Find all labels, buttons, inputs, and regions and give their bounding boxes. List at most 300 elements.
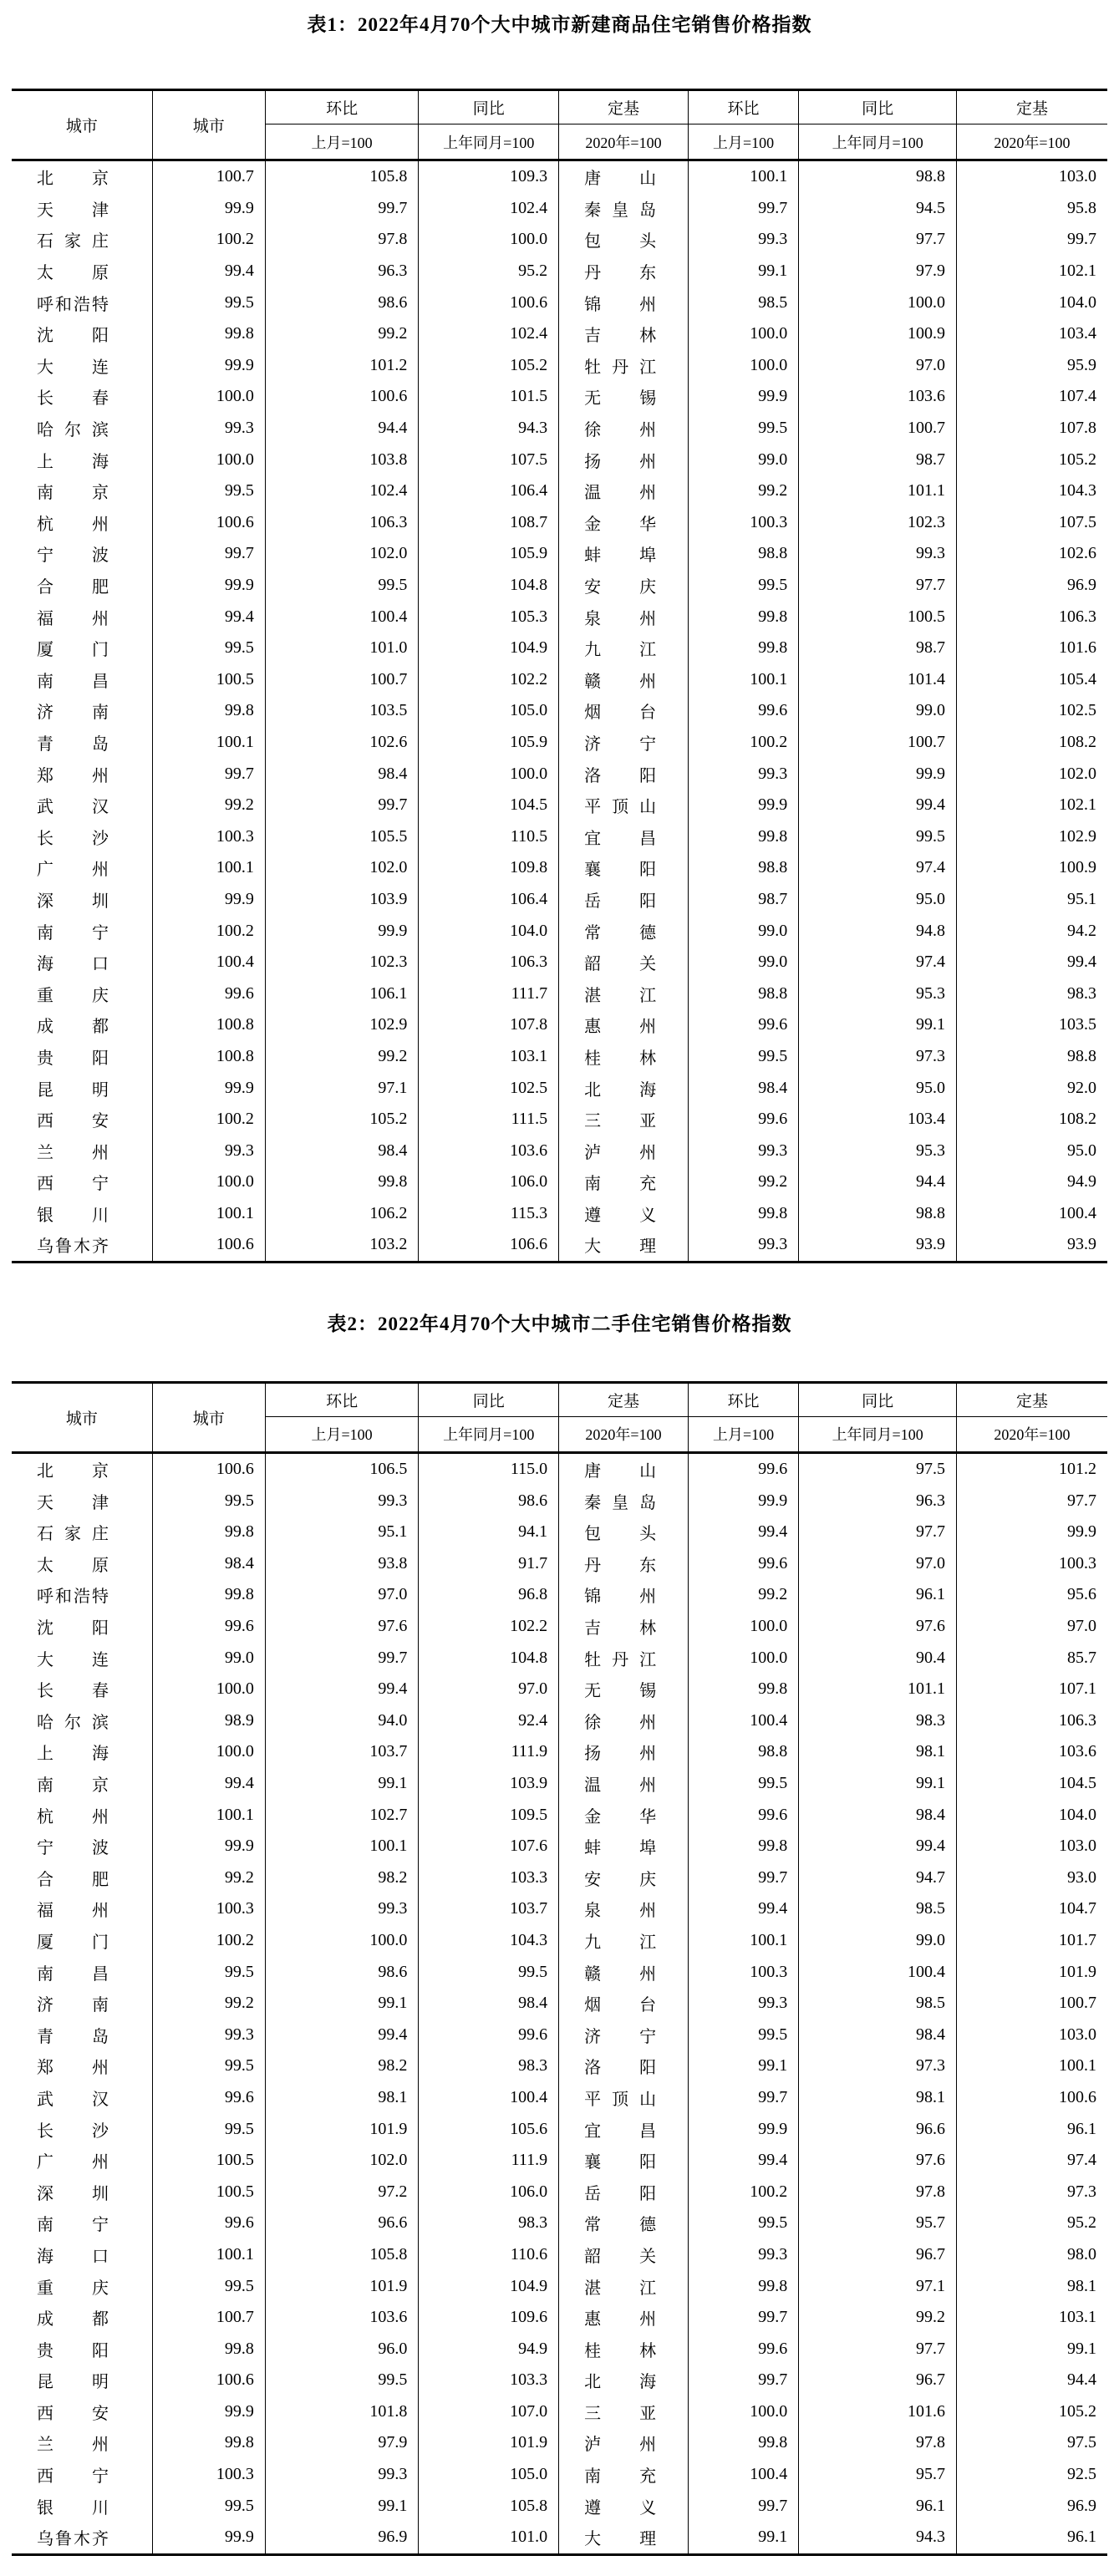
city-name-char: 遵 — [584, 1206, 602, 1225]
city-name-char: 阳 — [639, 766, 657, 785]
value-cell: 100.4 — [688, 2459, 798, 2491]
city-cell — [558, 1009, 688, 1041]
value-cell: 99.2 — [688, 475, 798, 507]
value-cell: 99.4 — [152, 256, 265, 287]
city-name — [37, 1457, 109, 1481]
city-name — [584, 511, 656, 535]
city-cell — [12, 570, 152, 602]
city-name — [37, 1709, 109, 1733]
header-fixed-label: 定基 — [607, 1392, 639, 1410]
value-cell: 98.1 — [798, 2082, 956, 2114]
city-name-char: 波 — [92, 546, 109, 566]
city-cell — [12, 1988, 152, 2020]
value-cell: 98.2 — [265, 2050, 419, 2082]
city-cell — [12, 2302, 152, 2334]
city-name-char: 明 — [92, 1080, 109, 1100]
city-cell — [558, 1485, 688, 1517]
city-name-char: 川 — [92, 1206, 109, 1225]
value-cell: 94.4 — [798, 1166, 956, 1198]
value-cell: 99.3 — [688, 758, 798, 790]
city-name — [584, 1044, 656, 1069]
city-name — [584, 668, 656, 692]
city-name — [37, 2431, 109, 2455]
value-cell: 100.1 — [265, 1831, 419, 1862]
value-cell: 100.3 — [688, 1956, 798, 1988]
value-cell: 106.6 — [418, 1229, 558, 1261]
city-name-char: 州 — [639, 1588, 657, 1607]
value-cell: 103.0 — [956, 161, 1107, 193]
value-cell: 99.8 — [265, 1166, 419, 1198]
city-name-char: 理 — [639, 1237, 657, 1257]
city-name-char: 林 — [639, 2341, 657, 2360]
city-name-char: 州 — [92, 1902, 109, 1921]
city-name — [584, 1552, 656, 1576]
table2-grid — [12, 1384, 1107, 2553]
city-cell — [12, 350, 152, 382]
value-cell: 99.9 — [798, 758, 956, 790]
city-name — [37, 2243, 109, 2267]
city-name — [584, 636, 656, 660]
city-name-char: 扬 — [584, 1745, 602, 1764]
city-name-char: 木 — [74, 1237, 90, 1257]
city-cell — [558, 2145, 688, 2177]
city-name-char: 口 — [92, 2247, 109, 2266]
value-cell: 99.8 — [152, 2333, 265, 2365]
city-name — [584, 1013, 656, 1037]
city-name — [37, 793, 109, 817]
city-name-char: 义 — [639, 2498, 657, 2518]
city-cell — [558, 2490, 688, 2522]
value-cell: 92.0 — [956, 1072, 1107, 1104]
city-cell — [12, 2522, 152, 2553]
value-cell: 94.7 — [798, 1862, 956, 1894]
value-cell: 102.4 — [265, 475, 419, 507]
value-cell: 115.3 — [418, 1198, 558, 1230]
value-cell: 99.3 — [688, 2239, 798, 2271]
city-name — [584, 384, 656, 409]
value-cell: 100.0 — [152, 444, 265, 475]
city-name-char: 口 — [92, 955, 109, 974]
value-cell: 97.6 — [265, 1611, 419, 1643]
value-cell: 96.8 — [418, 1579, 558, 1611]
city-name-char: 安 — [584, 578, 602, 597]
city-cell — [558, 695, 688, 727]
city-name — [584, 1583, 656, 1607]
city-name-char: 广 — [37, 861, 53, 880]
value-cell: 111.7 — [418, 978, 558, 1009]
city-name-char: 南 — [584, 1175, 602, 1194]
city-name-char: 家 — [64, 232, 81, 252]
city-name-char: 温 — [584, 484, 602, 503]
value-cell: 100.4 — [152, 947, 265, 978]
city-name-char: 海 — [639, 1080, 657, 1100]
city-cell — [558, 1041, 688, 1073]
city-name — [584, 793, 656, 817]
city-name — [37, 2180, 109, 2204]
city-cell — [558, 1198, 688, 1230]
value-cell: 105.5 — [265, 821, 419, 852]
value-cell: 94.9 — [418, 2333, 558, 2365]
city-name-char: 江 — [639, 641, 657, 660]
city-cell — [558, 2208, 688, 2239]
city-name — [584, 227, 656, 252]
city-name-char: 西 — [37, 2404, 53, 2423]
value-cell: 99.6 — [152, 978, 265, 1009]
city-cell — [558, 1579, 688, 1611]
value-cell: 99.9 — [688, 790, 798, 821]
city-name-char: 南 — [37, 484, 53, 503]
value-cell: 102.0 — [265, 852, 419, 884]
city-name-char: 吉 — [584, 1619, 602, 1639]
city-name — [584, 2305, 656, 2330]
city-name — [584, 416, 656, 440]
city-cell — [558, 350, 688, 382]
city-name — [584, 2243, 656, 2267]
city-name — [584, 573, 656, 597]
value-cell: 98.3 — [798, 1705, 956, 1737]
city-name-char: 海 — [92, 1745, 109, 1764]
city-name-char: 合 — [37, 1870, 53, 1889]
city-name — [37, 1614, 109, 1639]
value-cell: 99.0 — [798, 695, 956, 727]
value-cell: 99.9 — [152, 193, 265, 225]
header-yoy-base — [798, 1417, 956, 1454]
value-cell: 100.0 — [688, 1642, 798, 1674]
city-name — [37, 2400, 109, 2424]
value-cell: 97.7 — [956, 1485, 1107, 1517]
value-cell: 99.9 — [152, 884, 265, 916]
value-cell: 100.7 — [152, 161, 265, 193]
value-cell: 95.0 — [798, 1072, 956, 1104]
value-cell: 99.2 — [152, 790, 265, 821]
city-cell — [558, 915, 688, 947]
city-name-char: 滨 — [92, 421, 109, 440]
value-cell: 100.1 — [152, 1799, 265, 1831]
city-name-char: 山 — [639, 170, 657, 189]
city-name — [584, 1709, 656, 1733]
value-cell: 97.1 — [798, 2270, 956, 2302]
value-cell: 99.1 — [798, 1768, 956, 1800]
value-cell: 97.0 — [956, 1611, 1107, 1643]
city-name-char: 宁 — [639, 734, 657, 754]
city-name-char: 兰 — [37, 2436, 53, 2455]
value-cell: 95.1 — [956, 884, 1107, 916]
value-cell: 102.7 — [265, 1799, 419, 1831]
city-name-char: 长 — [37, 829, 53, 848]
value-cell: 99.5 — [265, 2365, 419, 2396]
value-cell: 99.2 — [265, 318, 419, 350]
city-name-char: 特 — [92, 295, 109, 314]
city-name-char: 沈 — [37, 1619, 53, 1639]
city-name-char: 华 — [639, 515, 657, 534]
value-cell: 94.2 — [956, 915, 1107, 947]
city-name-char: 扬 — [584, 452, 602, 471]
value-cell: 95.7 — [798, 2459, 956, 2491]
city-name — [584, 699, 656, 723]
city-name-char: 山 — [639, 2090, 657, 2109]
city-name-char: 南 — [584, 2467, 602, 2487]
value-cell: 99.9 — [688, 2113, 798, 2145]
header-fixed-base-label: 2020年=100 — [994, 1426, 1071, 1444]
city-name-char: 江 — [639, 1650, 657, 1669]
table1-title: 表1：2022年4月70个大中城市新建商品住宅销售价格指数 — [307, 14, 812, 35]
city-name-char: 包 — [584, 1525, 602, 1544]
city-name-char: 浩 — [74, 295, 90, 314]
city-name-char: 遵 — [584, 2498, 602, 2518]
city-name-char: 肥 — [92, 1870, 109, 1889]
city-cell — [558, 2365, 688, 2396]
value-cell: 107.4 — [956, 381, 1107, 413]
value-cell: 100.0 — [688, 1611, 798, 1643]
header-yoy-base-label: 上年同月=100 — [832, 134, 923, 151]
city-name — [37, 227, 109, 252]
city-name-char: 上 — [37, 1745, 53, 1764]
value-cell: 99.1 — [265, 1988, 419, 2020]
city-cell — [558, 1988, 688, 2020]
value-cell: 99.6 — [688, 1454, 798, 1486]
value-cell: 94.4 — [956, 2365, 1107, 2396]
city-name-char: 尔 — [64, 1713, 81, 1732]
value-cell: 95.2 — [956, 2208, 1107, 2239]
value-cell: 96.9 — [956, 570, 1107, 602]
value-cell: 111.9 — [418, 1736, 558, 1768]
value-cell: 99.5 — [798, 821, 956, 852]
city-name — [37, 730, 109, 755]
city-cell — [558, 1454, 688, 1486]
city-name-char: 昌 — [639, 829, 657, 848]
city-name — [584, 1139, 656, 1163]
city-name-char: 都 — [92, 1018, 109, 1037]
value-cell: 99.6 — [418, 2019, 558, 2050]
value-cell: 96.7 — [798, 2239, 956, 2271]
city-name — [584, 165, 656, 189]
value-cell: 94.5 — [798, 193, 956, 225]
city-cell — [558, 1517, 688, 1548]
city-name-char: 惠 — [584, 2310, 602, 2330]
city-cell — [558, 1548, 688, 1580]
city-name-char: 华 — [639, 1807, 657, 1827]
city-name — [584, 1771, 656, 1796]
value-cell: 98.5 — [798, 1988, 956, 2020]
value-cell: 99.3 — [688, 224, 798, 256]
value-cell: 99.5 — [152, 1956, 265, 1988]
city-cell — [12, 1485, 152, 1517]
value-cell: 100.0 — [798, 287, 956, 318]
city-name — [37, 1552, 109, 1576]
value-cell: 99.8 — [688, 1198, 798, 1230]
city-cell — [12, 193, 152, 225]
city-name-char: 义 — [639, 1206, 657, 1225]
value-cell: 98.8 — [798, 1198, 956, 1230]
city-name-char: 包 — [584, 232, 602, 252]
value-cell: 99.7 — [688, 2490, 798, 2522]
city-name-char: 金 — [584, 1807, 602, 1827]
value-cell: 94.3 — [798, 2522, 956, 2553]
city-name-char: 圳 — [92, 892, 109, 911]
value-cell: 105.2 — [418, 350, 558, 382]
city-cell — [558, 2427, 688, 2459]
city-name — [37, 1232, 109, 1257]
value-cell: 100.6 — [265, 381, 419, 413]
city-name — [584, 1834, 656, 1858]
city-name-char: 宁 — [92, 1175, 109, 1194]
city-cell — [558, 1956, 688, 1988]
city-name-char: 江 — [639, 2279, 657, 2298]
value-cell: 97.0 — [265, 1579, 419, 1611]
city-cell — [12, 1579, 152, 1611]
city-cell — [558, 2113, 688, 2145]
value-cell: 100.7 — [798, 727, 956, 759]
city-name-char: 阳 — [92, 1049, 109, 1068]
value-cell: 107.6 — [418, 1831, 558, 1862]
value-cell: 100.0 — [418, 224, 558, 256]
value-cell: 104.8 — [418, 1642, 558, 1674]
city-cell — [558, 2082, 688, 2114]
city-name-char: 京 — [92, 170, 109, 189]
value-cell: 97.4 — [798, 947, 956, 978]
header-mom-base-label: 上月=100 — [712, 134, 775, 151]
value-cell: 103.8 — [265, 444, 419, 475]
value-cell: 97.1 — [265, 1072, 419, 1104]
header-mom-base-label: 上月=100 — [311, 1426, 373, 1444]
value-cell: 99.1 — [688, 2522, 798, 2553]
city-cell — [558, 601, 688, 633]
value-cell: 104.9 — [418, 2270, 558, 2302]
city-name-char: 无 — [584, 1682, 602, 1701]
city-name-char: 秦 — [584, 201, 602, 220]
value-cell: 99.2 — [265, 1041, 419, 1073]
value-cell: 100.0 — [152, 1674, 265, 1705]
header-yoy-base — [798, 124, 956, 161]
city-cell — [558, 444, 688, 475]
city-name-char: 泸 — [584, 1143, 602, 1162]
value-cell: 98.6 — [265, 1956, 419, 1988]
city-name — [584, 2368, 656, 2392]
city-name — [584, 2086, 656, 2110]
city-name-char: 杭 — [37, 515, 53, 534]
city-name — [37, 1740, 109, 1764]
value-cell: 99.1 — [265, 1768, 419, 1800]
city-name-char: 兰 — [37, 1143, 53, 1162]
city-name — [584, 1866, 656, 1890]
value-cell: 100.1 — [688, 161, 798, 193]
city-name-char: 州 — [639, 2436, 657, 2455]
city-cell — [558, 224, 688, 256]
value-cell: 97.9 — [798, 256, 956, 287]
value-cell: 110.5 — [418, 821, 558, 852]
header-fixed-base-label: 2020年=100 — [585, 1426, 662, 1444]
value-cell: 98.4 — [798, 1799, 956, 1831]
city-name-char: 郑 — [37, 766, 53, 785]
city-name — [584, 2400, 656, 2424]
city-name-char: 大 — [37, 1650, 53, 1669]
value-cell: 111.5 — [418, 1104, 558, 1136]
value-cell: 98.7 — [798, 444, 956, 475]
header-yoy-label: 同比 — [472, 100, 505, 118]
value-cell: 102.3 — [265, 947, 419, 978]
city-name — [37, 2086, 109, 2110]
value-cell: 101.9 — [418, 2427, 558, 2459]
city-cell — [12, 664, 152, 696]
city-name-char: 济 — [37, 704, 53, 723]
value-cell: 99.5 — [152, 1485, 265, 1517]
value-cell: 99.7 — [688, 2302, 798, 2334]
city-name-char: 锡 — [639, 389, 657, 409]
city-name — [584, 353, 656, 378]
value-cell: 94.8 — [798, 915, 956, 947]
city-name — [37, 1897, 109, 1921]
value-cell: 99.9 — [152, 570, 265, 602]
value-cell: 100.5 — [798, 601, 956, 633]
value-cell: 101.6 — [956, 633, 1107, 664]
city-name-char: 岛 — [639, 1493, 657, 1512]
table2 — [12, 1381, 1107, 2556]
city-name — [37, 165, 109, 189]
city-name — [37, 1489, 109, 1513]
city-name-char: 庄 — [92, 1525, 109, 1544]
city-name-char: 重 — [37, 2279, 53, 2298]
city-name — [584, 2180, 656, 2204]
city-name-char: 州 — [92, 2153, 109, 2172]
value-cell: 100.5 — [152, 2176, 265, 2208]
header-mom-label: 环比 — [727, 100, 760, 118]
city-name-char: 东 — [639, 1556, 657, 1575]
city-name — [584, 2148, 656, 2172]
value-cell: 109.6 — [418, 2302, 558, 2334]
city-name-char: 阳 — [639, 2184, 657, 2203]
header-fixed-label: 定基 — [1015, 1392, 1048, 1410]
city-name-char: 京 — [92, 1462, 109, 1481]
city-name-char: 充 — [639, 2467, 657, 2487]
value-cell: 102.3 — [798, 507, 956, 539]
city-name-char: 深 — [37, 892, 53, 911]
value-cell: 95.7 — [798, 2208, 956, 2239]
value-cell: 103.6 — [418, 1135, 558, 1166]
header-city — [152, 1384, 265, 1454]
city-cell — [558, 1166, 688, 1198]
value-cell: 115.0 — [418, 1454, 558, 1486]
value-cell: 99.2 — [688, 1166, 798, 1198]
city-name-char: 宁 — [37, 1839, 53, 1858]
value-cell: 99.2 — [152, 1988, 265, 2020]
header-mom-base-label: 上月=100 — [712, 1426, 775, 1444]
value-cell: 99.7 — [152, 538, 265, 570]
city-name — [584, 1677, 656, 1701]
city-name — [37, 511, 109, 535]
city-cell — [12, 2239, 152, 2271]
value-cell: 95.2 — [418, 256, 558, 287]
value-cell: 100.6 — [418, 287, 558, 318]
city-name-char: 阳 — [639, 2153, 657, 2172]
value-cell: 104.3 — [418, 1925, 558, 1957]
city-cell — [12, 256, 152, 287]
header-fixed — [558, 1384, 688, 1417]
city-cell — [558, 256, 688, 287]
city-name-char: 南 — [92, 1996, 109, 2015]
value-cell: 97.7 — [798, 570, 956, 602]
city-cell — [12, 1104, 152, 1136]
city-cell — [558, 821, 688, 852]
value-cell: 98.8 — [688, 1736, 798, 1768]
city-cell — [12, 915, 152, 947]
city-name-char: 充 — [639, 1175, 657, 1194]
value-cell: 100.0 — [152, 1736, 265, 1768]
header-city-label: 城市 — [65, 1410, 98, 1428]
header-yoy-base-label: 上年同月=100 — [443, 1426, 535, 1444]
city-cell — [12, 947, 152, 978]
value-cell: 106.3 — [956, 1705, 1107, 1737]
value-cell: 100.3 — [152, 821, 265, 852]
